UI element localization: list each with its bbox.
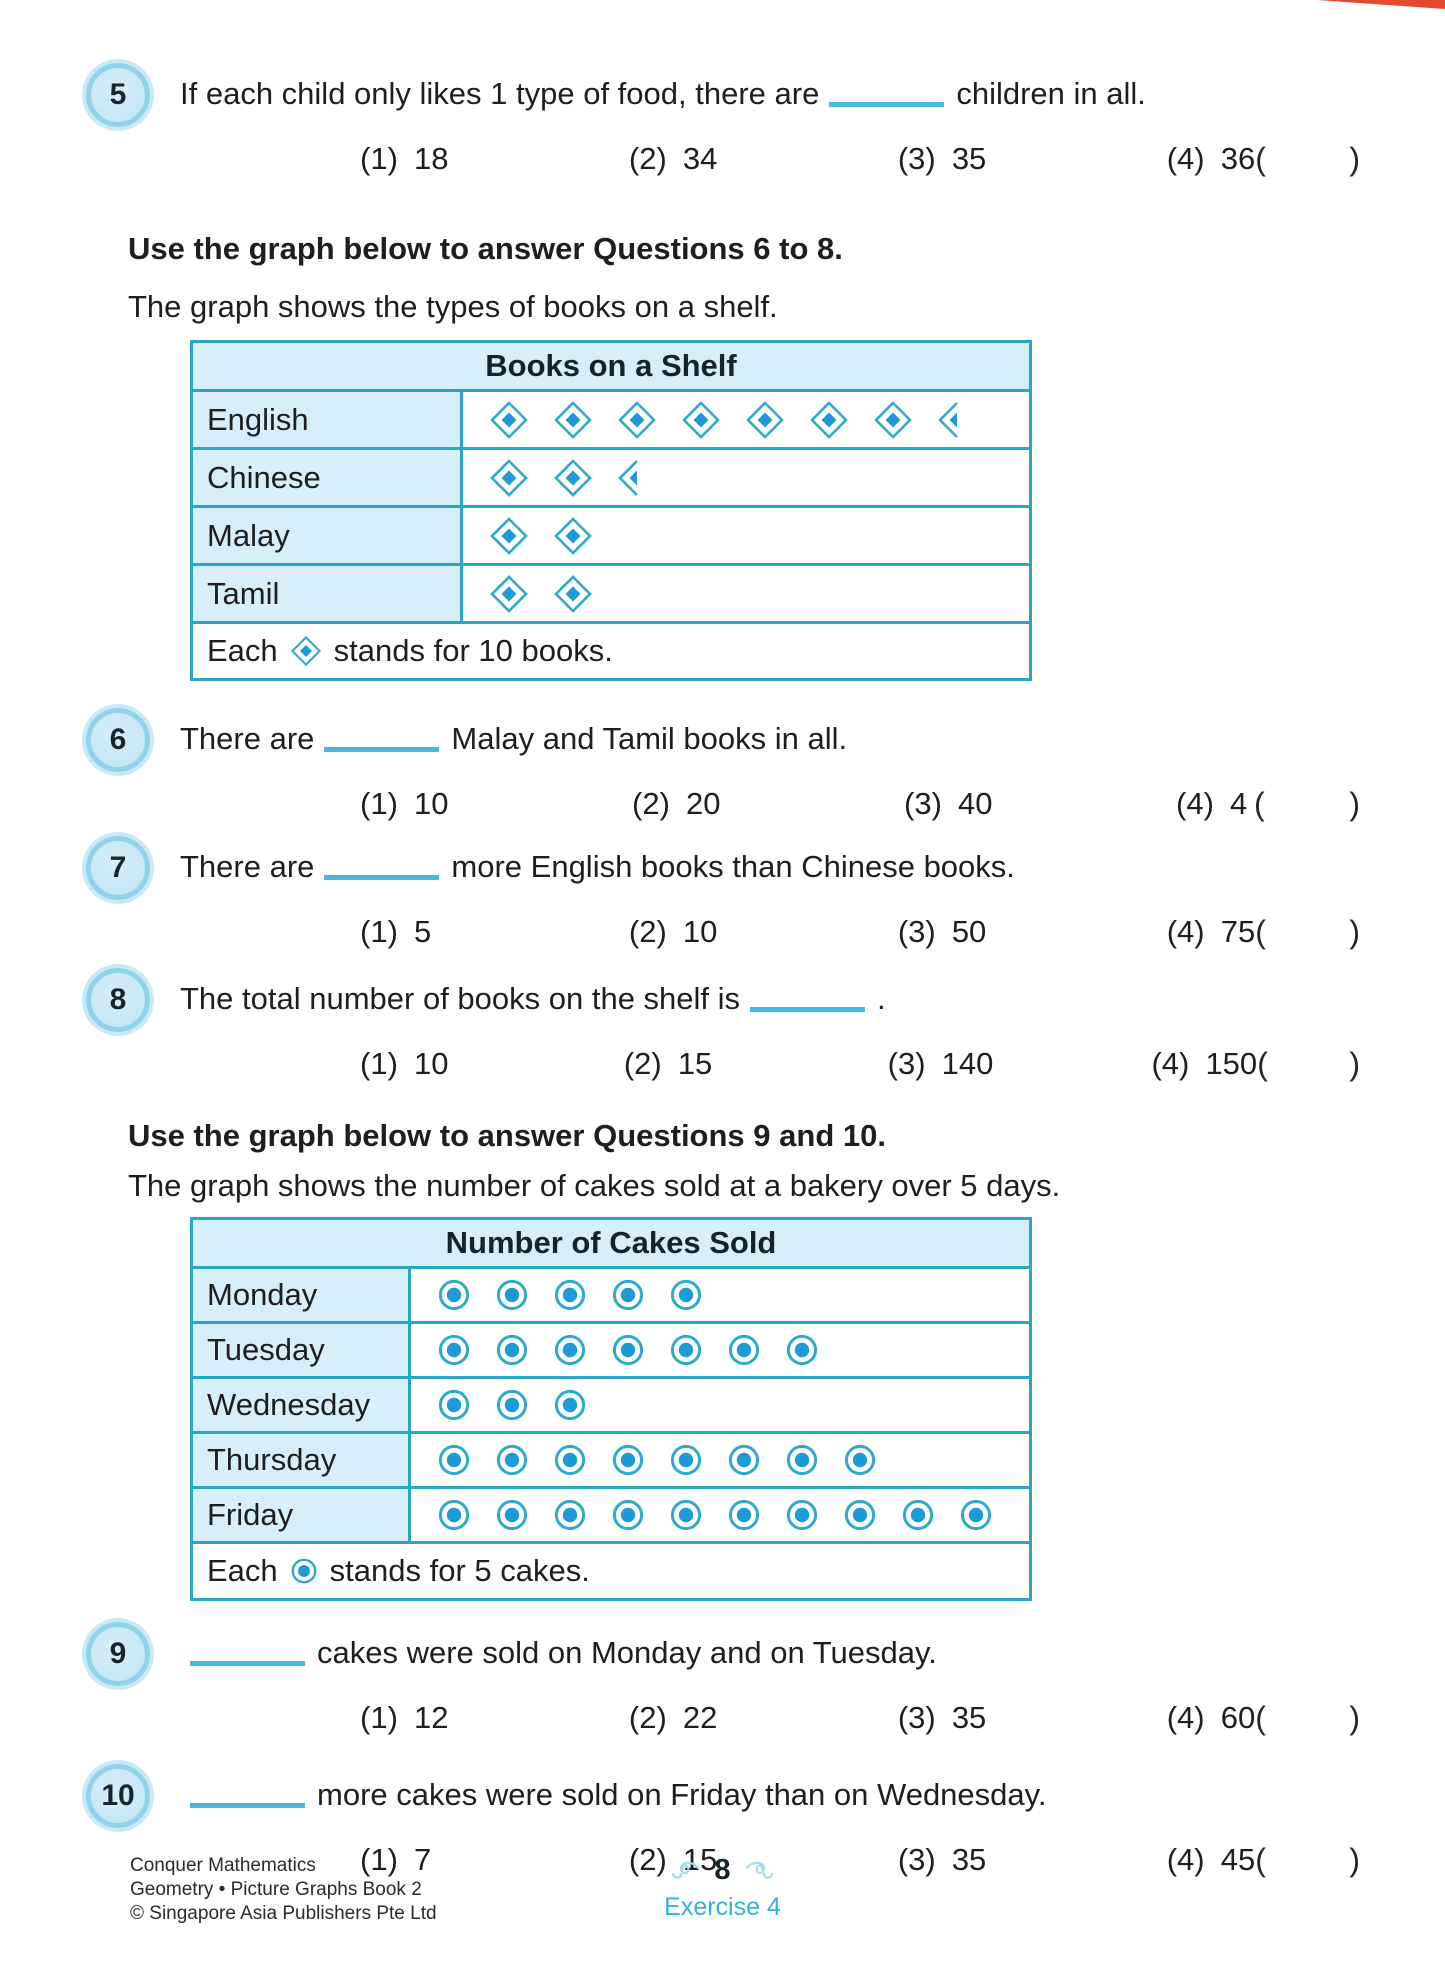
close-paren: ) [1349,914,1360,950]
option-value: 15 [677,1046,713,1081]
option-value: 75 [1220,914,1256,949]
pictograph-icons [463,566,1029,621]
option-2 [632,783,904,825]
option-label: (1) [360,141,398,176]
table-row [193,1434,1029,1489]
question-text-post: cakes were sold on Monday and on Tuesday. [317,1635,937,1670]
question-text-pre: The total number of books on the shelf is [180,981,741,1016]
option-4 [1151,1043,1257,1085]
question-text [180,72,1445,116]
option-4 [1167,138,1255,180]
option-label: (1) [360,914,398,949]
table-row [193,1489,1029,1544]
answer-blank-line [324,721,439,752]
legend-text-pre: Each [207,633,278,668]
option-value: 5 [414,914,432,949]
option-value: 150 [1205,1046,1258,1081]
question-6 [0,717,1445,825]
section-subheading: The graph shows the number of cakes sold at a bakery over 5 days. [128,1168,1061,1203]
option-1 [360,1697,629,1739]
circle-icon [290,1557,318,1585]
question-text-post: more cakes were sold on Friday than on Wednesday. [317,1777,1047,1812]
option-3 [898,1697,1167,1739]
question-text-post: more English books than Chinese books. [451,849,1015,884]
option-value: 10 [682,914,718,949]
table-legend [193,624,1029,678]
legend-text-pre: Each [207,1553,278,1588]
question-text-post: Malay and Tamil books in all. [451,721,848,756]
options-row [360,911,1360,953]
option-label: (2) [628,1842,667,1877]
option-label: (4) [1166,1700,1205,1735]
option-label: (2) [628,141,667,176]
option-1 [360,783,632,825]
options-row [360,138,1360,180]
row-label: Thursday [193,1434,411,1486]
option-4 [1167,911,1255,953]
table-row [193,392,1029,450]
question-text [180,717,1445,761]
pictograph-icons [411,1324,1029,1376]
option-4 [1167,1697,1255,1739]
option-label: (4) [1166,1842,1205,1877]
flourish-icon-right [745,1861,775,1881]
option-label: (4) [1166,914,1205,949]
open-paren: ( [1254,786,1265,822]
answer-blank-line [190,1635,305,1666]
legend-text-post: stands for 10 books. [333,633,613,668]
page-number-row [0,1854,1445,1887]
option-3 [898,911,1167,953]
page-number-block [0,1854,1445,1922]
question-number: 6 [109,723,127,756]
option-value: 18 [414,141,449,176]
option-value: 20 [686,786,721,821]
question-number-badge [86,63,150,127]
open-paren: ( [1255,1842,1266,1878]
table-row [193,566,1029,624]
section-heading: Use the graph below to answer Questions 6 to 8. [128,231,843,266]
question-number-badge [86,708,150,772]
option-3 [904,783,1176,825]
option-4 [1176,783,1247,825]
option-value: 15 [682,1842,718,1877]
open-paren: ( [1257,1046,1268,1082]
table-row [193,508,1029,566]
answer-brackets [1255,1697,1360,1739]
section-heading: Use the graph below to answer Questions 9 and 10. [128,1118,886,1153]
question-text [180,845,1445,889]
question-number: 10 [101,1779,135,1812]
question-number-badge [86,836,150,900]
question-number-badge [86,1622,150,1686]
table-legend [193,1544,1029,1598]
question-8 [0,977,1445,1085]
option-value: 40 [958,786,993,821]
question-number: 9 [109,1637,127,1670]
pictograph-icons [411,1489,1029,1541]
option-label: (3) [897,1842,936,1877]
question-number: 5 [109,78,127,111]
cakes-pictograph-table [190,1217,1032,1601]
question-7 [0,845,1445,953]
answer-blank-line [750,981,865,1012]
option-value: 35 [951,141,987,176]
option-label: (3) [897,141,936,176]
question-text [180,1773,1445,1817]
option-value: 4 [1230,786,1248,821]
option-value: 36 [1220,141,1256,176]
answer-brackets [1255,138,1360,180]
row-label: Monday [193,1269,411,1321]
row-label: Chinese [193,450,463,505]
option-value: 50 [951,914,987,949]
option-value: 22 [682,1700,718,1735]
option-label: (1) [360,786,398,821]
answer-blank-line [190,1777,305,1808]
option-value: 12 [414,1700,449,1735]
book-title: Geometry • Picture Graphs Book 2 [130,1879,422,1900]
question-number-badge [86,968,150,1032]
question-number: 7 [109,851,127,884]
table-title: Books on a Shelf [193,343,1029,392]
option-label: (2) [632,786,670,821]
table-row [193,1324,1029,1379]
options-row [360,1697,1360,1739]
table-row [193,450,1029,508]
option-label: (3) [897,1700,936,1735]
option-label: (2) [623,1046,662,1081]
row-label: Tuesday [193,1324,411,1376]
option-label: (2) [628,914,667,949]
option-label: (4) [1176,786,1214,821]
diamond-icon [290,635,322,667]
open-paren: ( [1255,1700,1266,1736]
question-5 [0,72,1445,180]
pictograph-icons [411,1434,1029,1486]
option-value: 35 [951,1700,987,1735]
close-paren: ) [1349,1842,1360,1878]
option-label: (1) [360,1700,398,1735]
section-subheading: The graph shows the types of books on a shelf. [128,289,778,324]
question-9 [0,1631,1445,1739]
option-1 [360,911,629,953]
answer-blank-line [324,849,439,880]
option-1 [360,138,629,180]
option-value: 10 [414,786,449,821]
table-title: Number of Cakes Sold [193,1220,1029,1269]
close-paren: ) [1349,141,1360,177]
close-paren: ) [1349,786,1360,822]
options-row [360,783,1360,825]
pictograph-icons [411,1269,1029,1321]
option-2 [624,1043,888,1085]
pictograph-icons [463,392,1029,447]
row-label: Friday [193,1489,411,1541]
answer-brackets [1255,911,1360,953]
answer-brackets [1254,783,1360,825]
option-value: 7 [414,1842,432,1877]
option-value: 60 [1220,1700,1256,1735]
flourish-icon-left [670,1861,700,1881]
row-label: English [193,392,463,447]
option-value: 34 [682,141,718,176]
option-1 [360,1043,624,1085]
question-number-badge [86,1764,150,1828]
option-label: (4) [1151,1046,1190,1081]
pictograph-icons [463,450,1029,505]
option-3 [888,1043,1152,1085]
option-label: (1) [360,1046,398,1081]
close-paren: ) [1349,1046,1360,1082]
option-label: (4) [1166,141,1205,176]
option-2 [629,911,898,953]
option-3 [898,138,1167,180]
publisher: © Singapore Asia Publishers Pte Ltd [130,1903,437,1924]
exercise-label: Exercise 4 [664,1893,781,1921]
pictograph-icons [463,508,1029,563]
option-label: (3) [887,1046,926,1081]
answer-blank-line [829,76,944,107]
option-label: (1) [360,1842,398,1877]
pictograph-icons [411,1379,1029,1431]
book-series: Conquer Mathematics [130,1855,316,1876]
question-text [180,1631,1445,1675]
question-text-post: . [877,981,886,1016]
open-paren: ( [1255,141,1266,177]
question-text-post: children in all. [956,76,1146,111]
answer-brackets [1257,1043,1360,1085]
legend-text-post: stands for 5 cakes. [329,1553,590,1588]
question-text-pre: If each child only likes 1 type of food, there are [180,76,820,111]
option-value: 140 [941,1046,994,1081]
close-paren: ) [1349,1700,1360,1736]
question-number: 8 [109,983,127,1016]
books-pictograph-table [190,340,1032,681]
page-number: 8 [714,1854,731,1886]
table-row [193,1269,1029,1324]
question-text-pre: There are [180,721,315,756]
options-row [360,1043,1360,1085]
open-paren: ( [1255,914,1266,950]
option-label: (3) [904,786,942,821]
option-value: 45 [1220,1842,1256,1877]
question-text-pre: There are [180,849,315,884]
table-row [193,1379,1029,1434]
option-label: (2) [628,1700,667,1735]
option-2 [629,138,898,180]
row-label: Tamil [193,566,463,621]
question-text [180,977,1445,1021]
option-2 [629,1697,898,1739]
option-label: (3) [897,914,936,949]
option-value: 10 [414,1046,449,1081]
row-label: Wednesday [193,1379,411,1431]
row-label: Malay [193,508,463,563]
option-value: 35 [951,1842,987,1877]
